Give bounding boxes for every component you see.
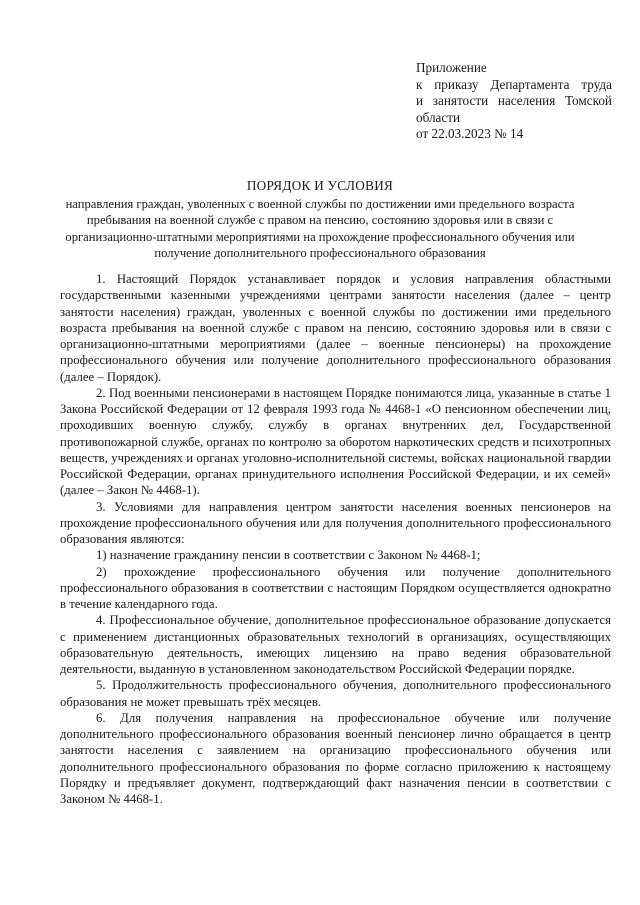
appendix-line: к приказу Департамента труда	[416, 76, 612, 92]
paragraph: 3. Условиями для направления центром занятости населения военных пенсионеров на прохождение профессионального обучения или для получения дополнительного профессионального образования являются:	[60, 499, 611, 546]
appendix-line: и занятости населения Томской	[416, 93, 612, 109]
paragraph: 2. Под военными пенсионерами в настоящем Порядке понимаются лица, указанные в статье 1 Закона Российской Федерации от 12 февраля 1993 года № 4468-1 «О пенсионном обеспечении лиц, проходивших военную службу, службу в органах внутренних дел, Государственной противопожарной службе, органах по контролю за оборотом наркотических средств и психотропных веществ, учреждениях и органах уголовно-исполнительной системы, войсках национальной гвардии Российской Федерации, органах принудительного исполнения Российской Федерации, и их семей» (далее – Закон № 4468-1).	[60, 385, 611, 498]
paragraph: 2) прохождение профессионального обучения или получение дополнительного профессионального образования в соответствии с настоящим Порядком осуществляется однократно в течение календарного года.	[60, 564, 611, 611]
appendix-block	[416, 60, 612, 143]
document-title: ПОРЯДОК И УСЛОВИЯ	[246, 178, 394, 193]
paragraph: 1. Настоящий Порядок устанавливает порядок и условия направления областными государственными казенными учреждениями центрами занятости населения (далее – центр занятости населения) граждан, уволенных с военной службы по достижении ими предельного возраста пребывания на военной службе с правом на пенсию, состоянию здоровья или в связи с организационно-штатными мероприятиями (далее – военные пенсионеры) на прохождение профессионального обучения или получение дополнительного профессионального образования (далее – Порядок).	[60, 272, 611, 384]
document-subtitle: направления граждан, уволенных с военной службы по достижении ими предельного возраста пребывания на военной службе с правом на пенсию, состоянию здоровья или в связи с организационно-штатными мероприятиями на прохождение профессионального обучения или получение дополнительного профессионального образования	[65, 197, 575, 261]
appendix-line: области	[416, 109, 461, 125]
paragraph: 5. Продолжительность профессионального обучения, дополнительного профессионального образования не может превышать трёх месяцев.	[60, 678, 611, 709]
appendix-date-number: от 22.03.2023 № 14	[416, 126, 524, 142]
paragraph: 1) назначение гражданину пенсии в соответствии с Законом № 4468-1;	[96, 548, 481, 563]
document-body	[60, 271, 611, 807]
paragraph: 4. Профессиональное обучение, дополнительное профессиональное образование допускается с применением дистанционных образовательных технологий в организациях, осуществляющих образовательную деятельность, имеющих лицензию на право ведения образовательной деятельности, выданную в установленном законодательством Российской Федерации порядке.	[60, 613, 611, 676]
paragraph: 6. Для получения направления на профессиональное обучение или получение дополнительного профессионального образования военный пенсионер лично обращается в центр занятости населения с заявлением на организацию профессионального обучения или дополнительного профессионального образования по форме согласно приложению к настоящему Порядку и предъявляет документ, подтверждающий факт назначения пенсии в соответствии с Законом № 4468-1.	[60, 710, 611, 806]
appendix-line: Приложение	[416, 60, 487, 75]
